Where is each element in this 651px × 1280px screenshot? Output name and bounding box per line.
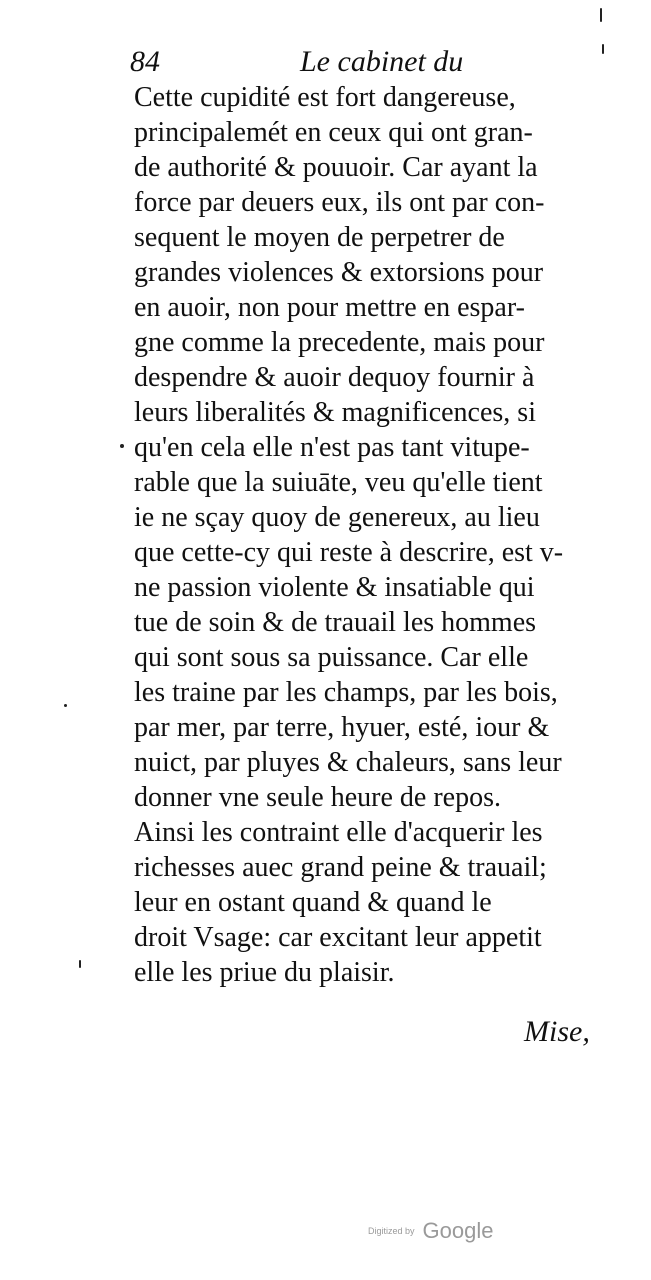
ink-speck xyxy=(600,8,602,22)
text-line: ie ne sçay quoy de genereux, au lieu xyxy=(134,502,540,533)
text-line: despendre & auoir dequoy fournir à xyxy=(134,362,535,393)
text-line: elle les priue du plaisir. xyxy=(134,957,395,988)
text-line: force par deuers eux, ils ont par con- xyxy=(134,187,545,218)
text-line: les traine par les champs, par les bois, xyxy=(134,677,558,708)
text-line: en auoir, non pour mettre en espar- xyxy=(134,292,525,323)
ink-speck xyxy=(64,704,67,707)
text-line: grandes violences & extorsions pour xyxy=(134,257,544,288)
text-line: richesses auec grand peine & trauail; xyxy=(134,852,547,883)
google-logo: Google xyxy=(422,1218,494,1243)
text-line: principalemét en ceux qui ont gran- xyxy=(134,117,533,148)
text-line: par mer, par terre, hyuer, esté, iour & xyxy=(134,712,550,743)
text-line: leur en ostant quand & quand le xyxy=(134,887,492,918)
text-line: Ainsi les contraint elle d'acquerir les xyxy=(134,817,543,848)
page-header xyxy=(130,42,510,82)
text-line: ne passion violente & insatiable qui xyxy=(134,572,535,603)
digitization-watermark xyxy=(368,1218,493,1248)
text-line: Cette cupidité est fort dangereuse, xyxy=(134,82,516,113)
text-line: qui sont sous sa puissance. Car elle xyxy=(134,642,529,673)
page-number: 84 xyxy=(130,45,160,78)
text-line: gne comme la precedente, mais pour xyxy=(134,327,545,358)
text-line: leurs liberalités & magnificences, si xyxy=(134,397,536,428)
text-line: qu'en cela elle n'est pas tant vitupe- xyxy=(134,432,530,463)
text-line: tue de soin & de trauail les hommes xyxy=(134,607,537,638)
ink-speck xyxy=(602,44,604,54)
text-line: de authorité & pouuoir. Car ayant la xyxy=(134,152,538,183)
text-line: donner vne seule heure de repos. xyxy=(134,782,501,813)
running-title: Le cabinet du xyxy=(300,45,464,78)
body-text xyxy=(134,80,606,990)
text-line: nuict, par pluyes & chaleurs, sans leur xyxy=(134,747,562,778)
watermark-prefix: Digitized by xyxy=(368,1226,415,1236)
ink-speck xyxy=(120,444,124,448)
catchword: Mise, xyxy=(524,1015,590,1048)
text-line: rable que la suiuāte, veu qu'elle tient xyxy=(134,467,543,498)
text-line: sequent le moyen de perpetrer de xyxy=(134,222,505,253)
text-line: que cette-cy qui reste à descrire, est v- xyxy=(134,537,564,568)
text-line: droit Vsage: car excitant leur appetit xyxy=(134,922,542,953)
ink-speck xyxy=(79,960,81,968)
